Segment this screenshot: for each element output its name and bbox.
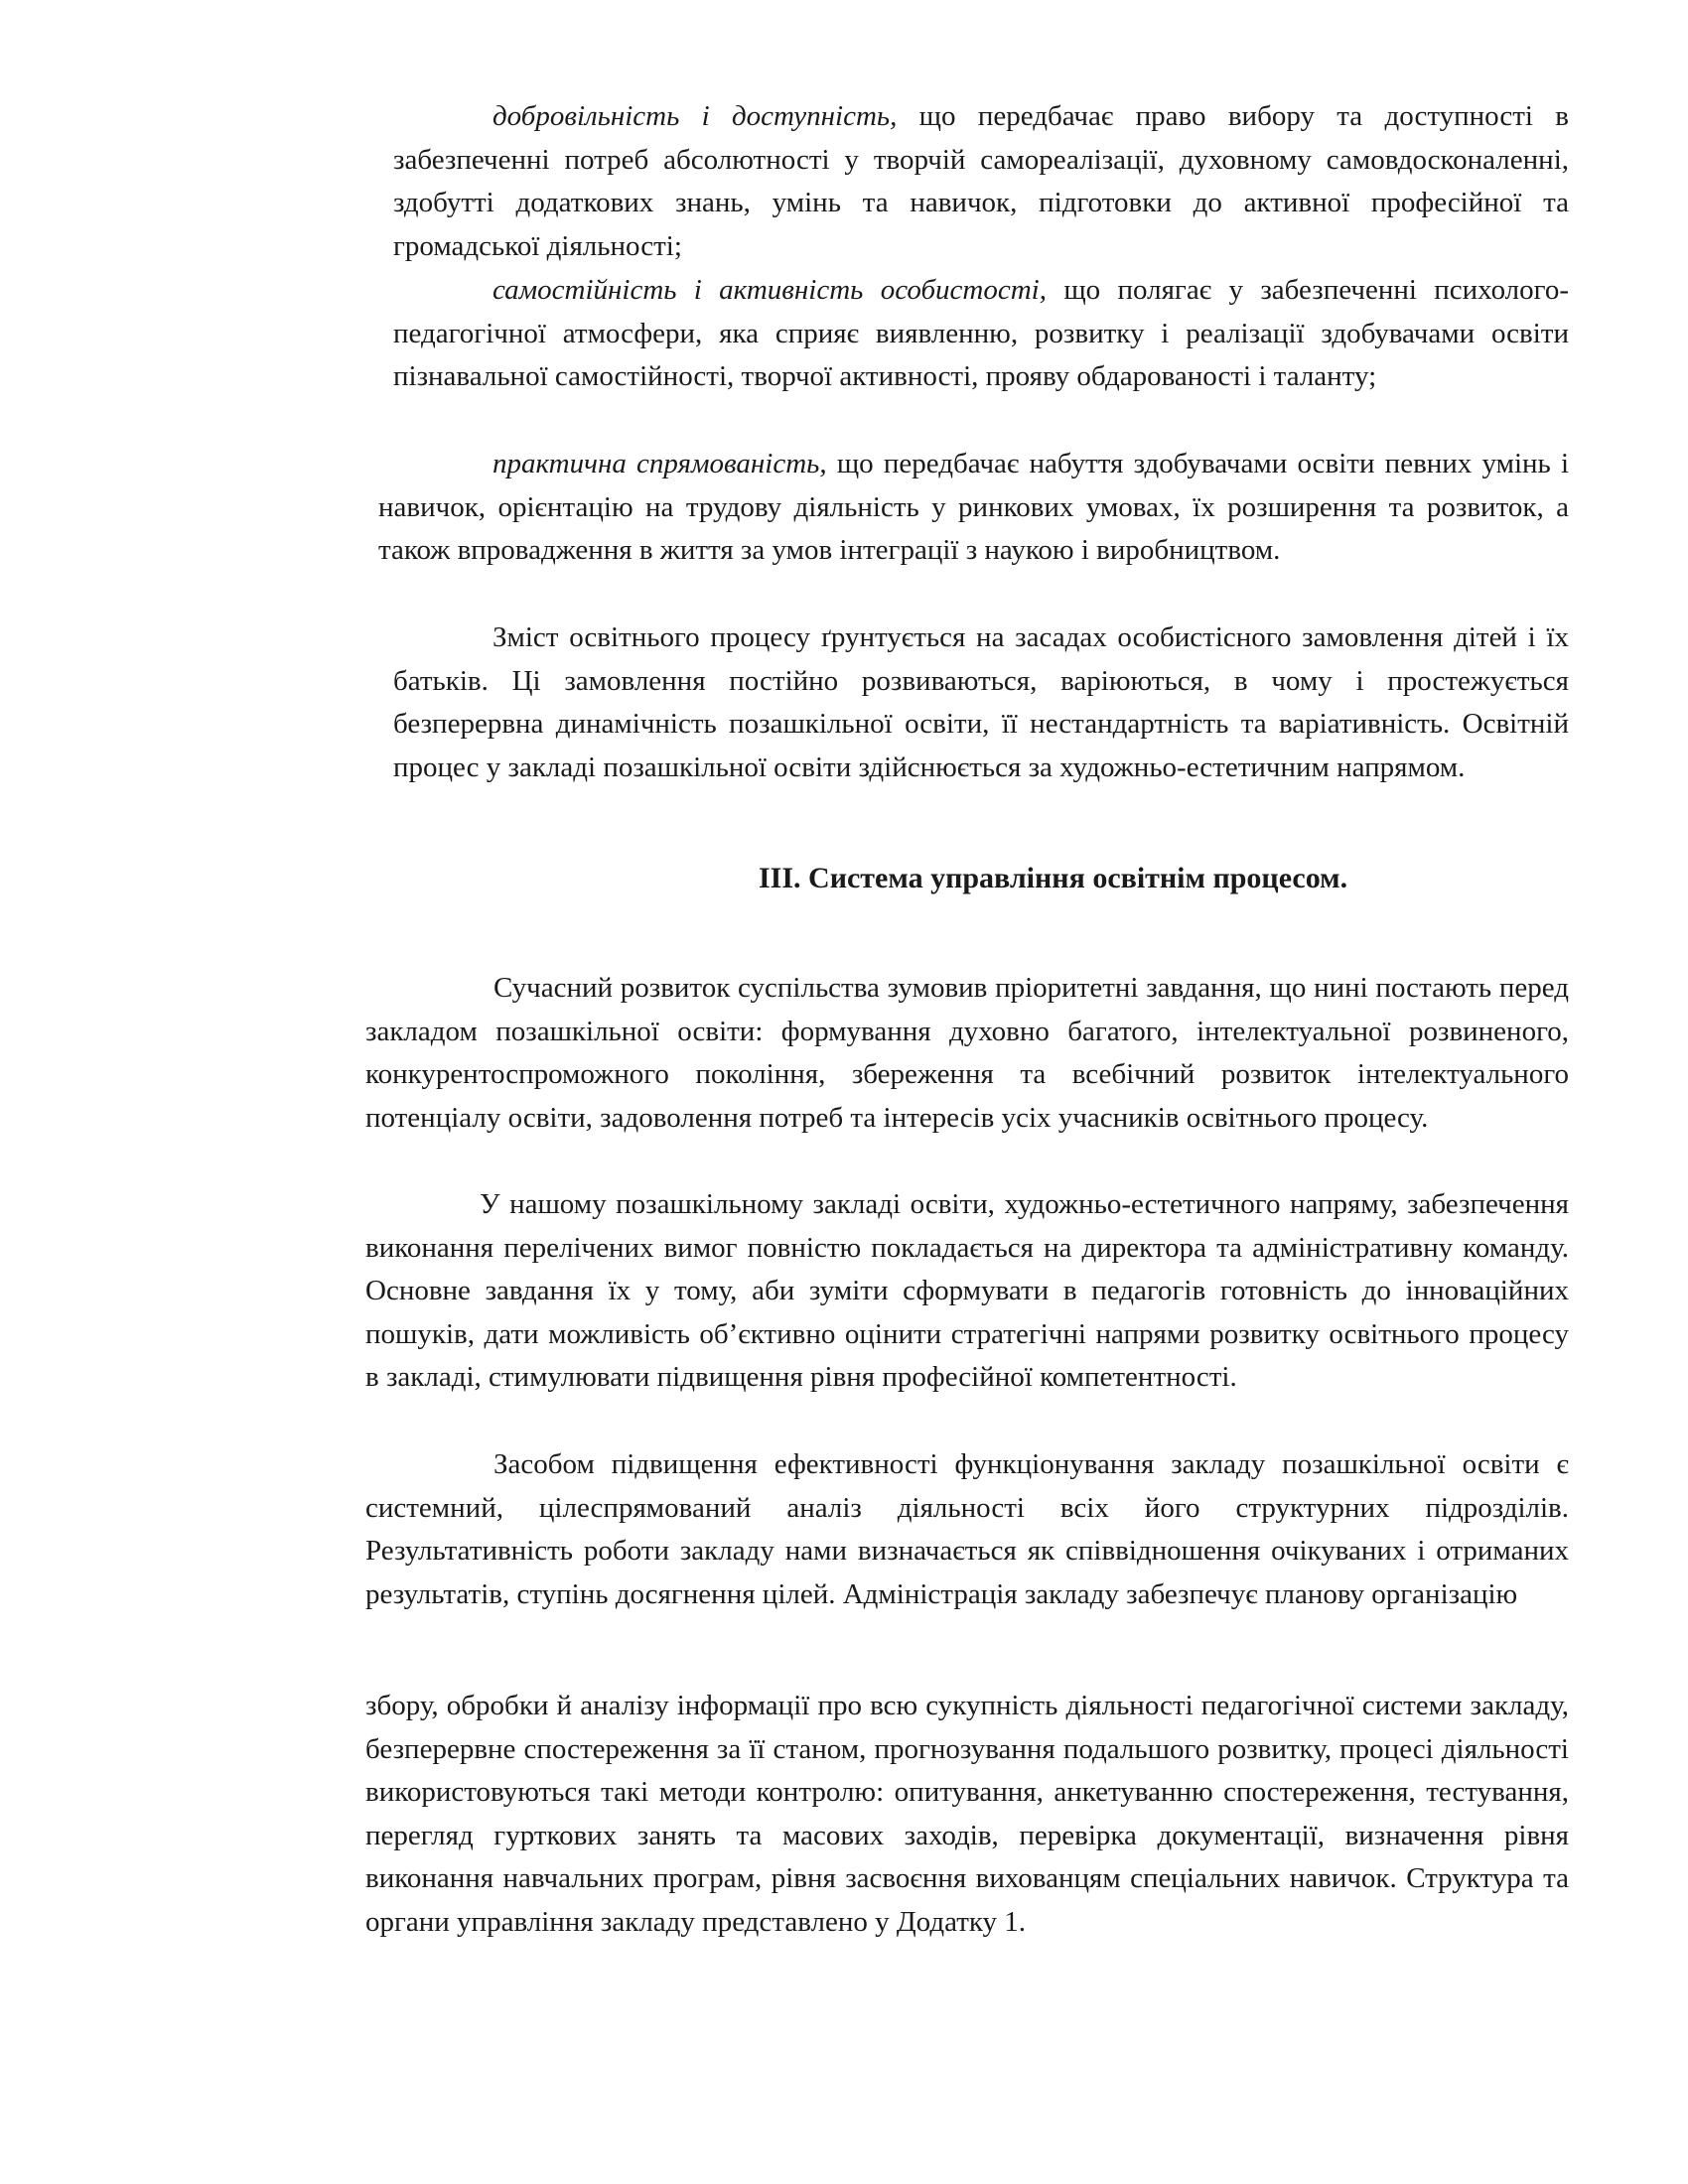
section-paragraph-2: У нашому позашкільному закладі освіти, художньо-естетичного напряму, забезпечення виконання перелічених вимог повністю покладається на директора та адміністративну команду. Основне завдання їх у тому, аби зуміти сформувати в педагогів готовність до інноваційних пошуків, дати можливість об’єктивно оцінити стратегічні напрями розвитку освітнього процесу в закладі, стимулювати підвищення рівня професійної компетентності. (365, 1188, 1569, 1394)
list-item-voluntariness (393, 95, 1569, 268)
list-item-practical-orientation (378, 443, 1569, 573)
section-paragraph-4: збору, обробки й аналізу інформації про всю сукупність діяльності педагогічної системи закладу, безперервне спостереження за її станом, прогнозування подальшого розвитку, процесі діяльності використовуються такі методи контролю: опитування, анкетуванню спостереження, тестування, перегляд гурткових занять та масових заходів, перевірка документації, визначення рівня виконання навчальних програм, рівня засвоєння вихованцям спеціальних навичок. Структура та органи управління закладу представлено у Додатку 1. (365, 1690, 1569, 1938)
list-item-lead: добровільність і доступність, (492, 100, 898, 132)
list-item-lead: практична спрямованість, (492, 448, 827, 479)
list-item-independence (393, 269, 1569, 399)
list-item-text: що полягає у забезпеченні психолого- педагогічної атмосфери, яка сприяє виявленню, розвитку і реалізації здобувачами освіти пізнавальної самостійності, творчої активності, прояву обдарованості і таланту; (393, 274, 1569, 393)
list-item-text: що передбачає набуття здобувачами освіти певних умінь і навичок, орієнтацію на трудову діяльність у ринкових умовах, їх розширення та розвиток, а також впровадження в життя за умов інтеграції з наукою і виробництвом. (378, 448, 1570, 567)
section-paragraph-1: Сучасний розвиток суспільства зумовив пріоритетні завдання, що нині постають перед закладом позашкільної освіти: формування духовно багатого, інтелектуальної розвиненого, конкурентоспроможного покоління, збереження та всебічний розвиток інтелектуального потенціалу освіти, задоволення потреб та інтересів усіх учасників освітнього процесу. (365, 972, 1569, 1134)
section-heading: ІІІ. Система управління освітнім процесом. (759, 862, 1348, 894)
content-paragraph: Зміст освітнього процесу ґрунтується на засадах особистісного замовлення дітей і їх батьків. Ці замовлення постійно розвиваються, варіюються, в чому і простежується безперервна динамічність позашкільної освіти, її нестандартність та варіативність. Освітній процес у закладі позашкільної освіти здійснюється за художньо-естетичним напрямом. (393, 621, 1569, 783)
section-paragraph-3: Засобом підвищення ефективності функціонування закладу позашкільної освіти є системний, цілеспрямований аналіз діяльності всіх його структурних підрозділів. Результативність роботи закладу нами визначається як співвідношення очікуваних і отриманих результатів, ступінь досягнення цілей. Адміністрація закладу забезпечує планову організацію (365, 1448, 1569, 1610)
list-item-lead: самостійність і активність особистості, (492, 274, 1047, 306)
list-item-text: що передбачає право вибору та доступності в забезпеченні потреб абсолютності у творчій самореалізації, духовному самовдосконаленні, здобутті додаткових знань, умінь та навичок, підготовки до активної професійної та громадської діяльності; (393, 100, 1569, 262)
